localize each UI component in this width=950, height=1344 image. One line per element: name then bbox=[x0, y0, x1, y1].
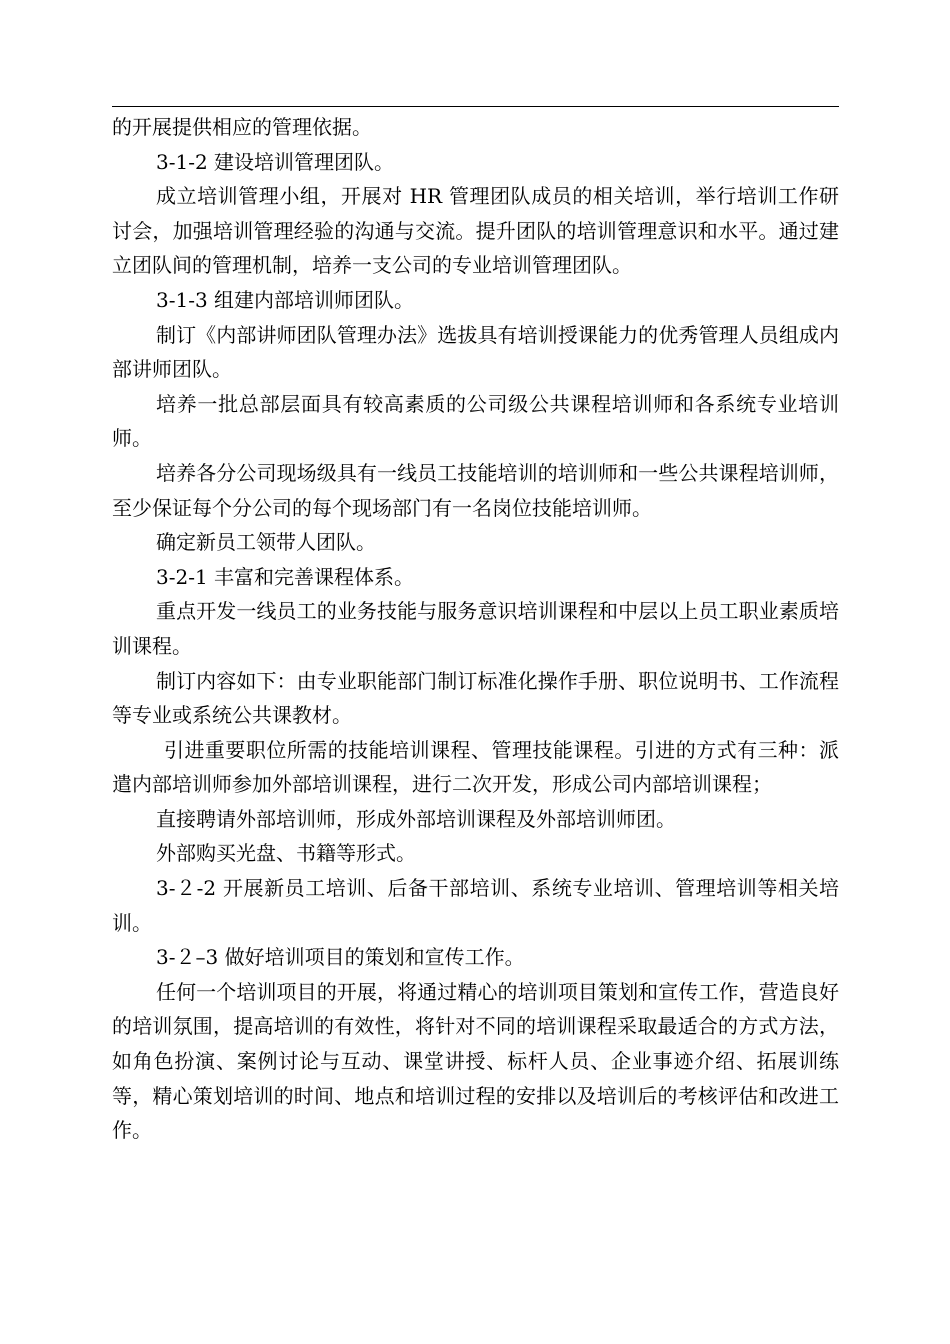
paragraph: 制订内容如下：由专业职能部门制订标准化操作手册、职位说明书、工作流程等专业或系统公共课教材。 bbox=[112, 668, 839, 728]
header-rule bbox=[112, 106, 839, 107]
section-heading-3-1-2: 3-1-2 建设培训管理团队。 bbox=[156, 149, 395, 174]
paragraph: 制订《内部讲师团队管理办法》选拔具有培训授课能力的优秀管理人员组成内部讲师团队。 bbox=[112, 322, 839, 382]
paragraph-continuation: 的开展提供相应的管理依据。 bbox=[112, 115, 372, 139]
paragraph: 任何一个培训项目的开展，将通过精心的培训项目策划和宣传工作，营造良好的培训氛围，提高培训的有效性，将针对不同的培训课程采取最适合的方式方法，如角色扮演、案例讨论与互动、课堂讲授、标杆人员、企业事迹介绍、拓展训练等，精心策划培训的时间、地点和培训过程的安排以及培训后的考核评估和改进工作。 bbox=[112, 979, 839, 1143]
section-heading-3-2-1: 3-2-1 丰富和完善课程体系。 bbox=[156, 564, 415, 589]
paragraph: 直接聘请外部培训师，形成外部培训课程及外部培训师团。 bbox=[156, 806, 676, 831]
paragraph: 培养各分公司现场级具有一线员工技能培训的培训师和一些公共课程培训师，至少保证每个分公司的每个现场部门有一名岗位技能培训师。 bbox=[112, 460, 839, 520]
paragraph: 外部购买光盘、书籍等形式。 bbox=[156, 841, 416, 866]
section-heading-3-2-2: 3-２-2 开展新员工培训、后备干部培训、系统专业培训、管理培训等相关培训。 bbox=[112, 876, 839, 935]
paragraph: 成立培训管理小组，开展对 HR 管理团队成员的相关培训，举行培训工作研讨会，加强培训管理经验的沟通与交流。提升团队的培训管理意识和水平。通过建立团队间的管理机制，培养一支公司的专业培训管理团队。 bbox=[112, 184, 839, 278]
paragraph: 确定新员工领带人团队。 bbox=[156, 530, 376, 555]
paragraph: 重点开发一线员工的业务技能与服务意识培训课程和中层以上员工职业素质培训课程。 bbox=[112, 599, 839, 658]
section-heading-3-1-3: 3-1-3 组建内部培训师团队。 bbox=[156, 287, 415, 312]
paragraph: 引进重要职位所需的技能培训课程、管理技能课程。引进的方式有三种：派遣内部培训师参加外部培训课程，进行二次开发，形成公司内部培训课程； bbox=[112, 737, 839, 797]
paragraph: 培养一批总部层面具有较高素质的公司级公共课程培训师和各系统专业培训师。 bbox=[112, 391, 839, 451]
document-body bbox=[112, 110, 839, 1148]
section-heading-3-2-3: 3-２–3 做好培训项目的策划和宣传工作。 bbox=[156, 945, 525, 970]
